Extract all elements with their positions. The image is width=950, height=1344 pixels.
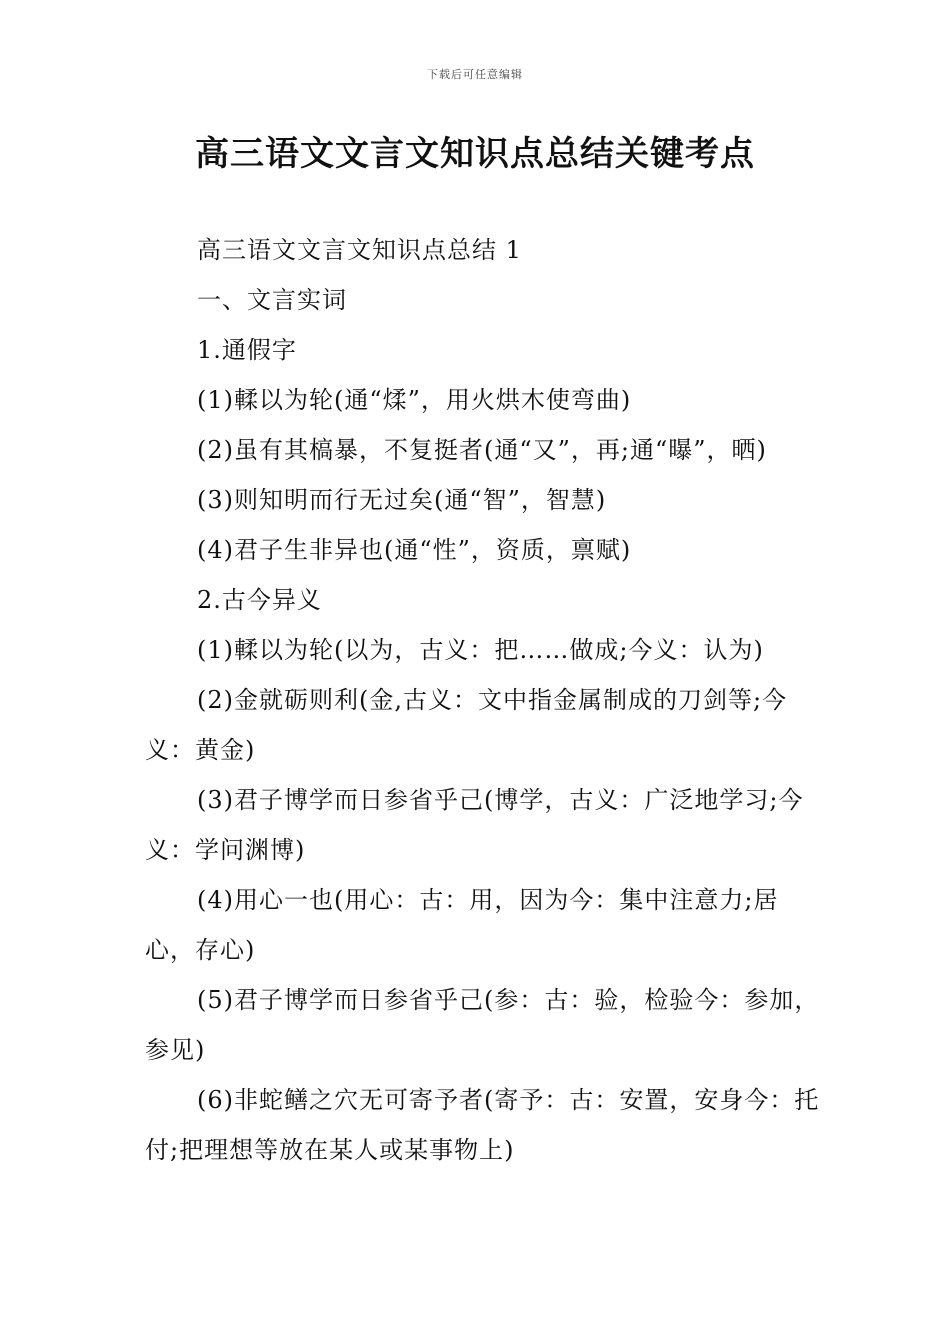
- topic-heading: 2.古今异义: [197, 586, 322, 614]
- section-heading: 高三语文文言文知识点总结 1: [197, 236, 522, 264]
- example-line: (1)輮以为轮(通“煣”，用火烘木使弯曲): [197, 386, 632, 414]
- example-line: (3)则知明而行无过矣(通“智”，智慧): [197, 486, 607, 514]
- example-line: (2)金就砺则利(金,古义：文中指金属制成的刀剑等;今义：黄金): [145, 686, 788, 764]
- example-line: (5)君子博学而日参省乎己(参：古：验，检验今：参加，参见): [145, 986, 820, 1064]
- example-line: (1)輮以为轮(以为，古义：把……做成;今义：认为): [197, 636, 764, 664]
- document-body: [145, 225, 825, 1175]
- example-line: (2)虽有其槁暴，不复挺者(通“又”，再;通“曝”，晒): [197, 436, 767, 464]
- example-line: (4)用心一也(用心：古：用，因为今：集中注意力;居心，存心): [145, 886, 779, 964]
- example-line: (6)非蛇鳝之穴无可寄予者(寄予：古：安置，安身今：托付;把理想等放在某人或某事物上): [145, 1086, 820, 1164]
- topic-heading: 1.通假字: [197, 336, 297, 364]
- header-note: 下载后可任意编辑: [427, 68, 523, 81]
- subsection-heading: 一、文言实词: [197, 286, 347, 314]
- document-title: 高三语文文言文知识点总结关键考点: [195, 134, 755, 174]
- example-line: (3)君子博学而日参省乎己(博学，古义：广泛地学习;今义：学问渊博): [145, 786, 804, 864]
- example-line: (4)君子生非异也(通“性”，资质，禀赋): [197, 536, 632, 564]
